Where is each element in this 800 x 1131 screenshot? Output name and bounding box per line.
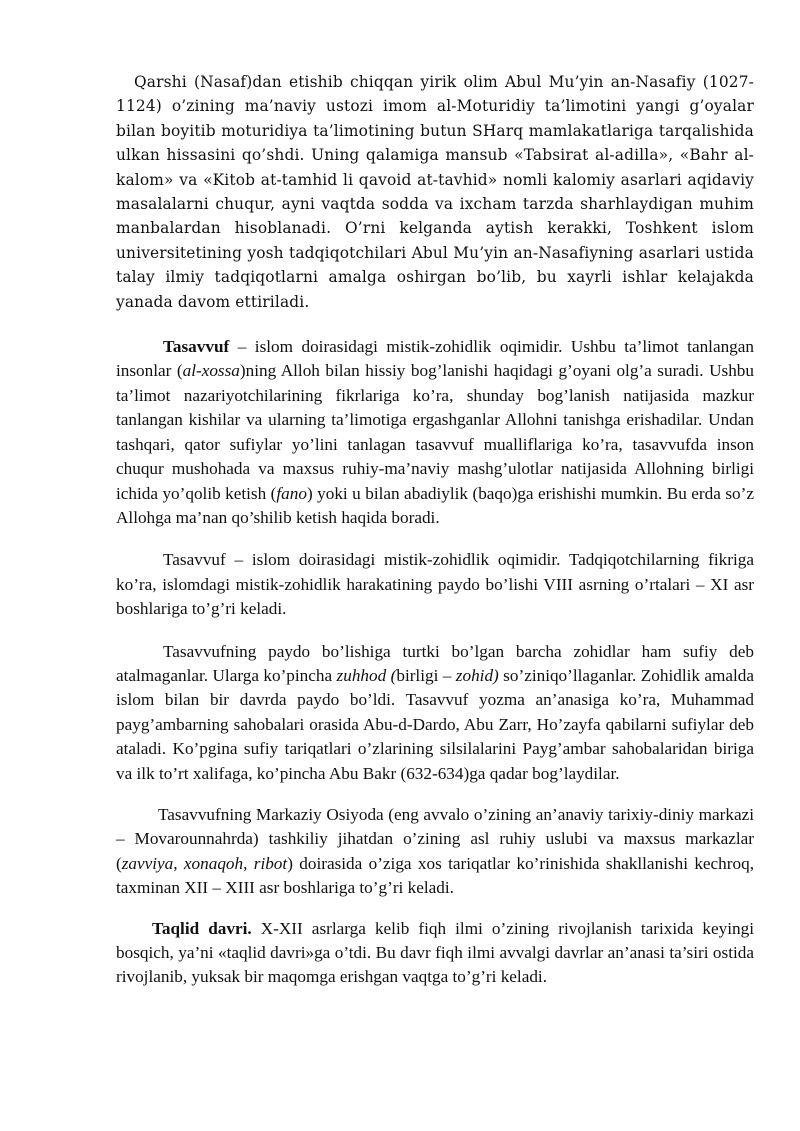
term-taqlid-davri: Taqlid davri. [152,918,252,938]
paragraph-text: – islom doirasidagi mistik-zohidlik oqimidir. Ushbu ta’limot tanlangan insonlar ( [116,337,754,381]
paragraph-text: Tasavvuf – islom doirasidagi mistik-zohidlik oqimidir. Tadqiqotchilarning fikriga ko’ra, islomdagi mistik-zohidlik harakatining paydo bo’lishi VIII asrning o’rtalari – XI asr boshlariga to’g’ri keladi. [116,550,754,619]
term-tasavvuf: Tasavvuf [163,337,230,357]
paragraph-zohidlar [116,640,754,786]
paragraph-tasavvuf-definition [116,335,754,530]
italic-term: zuhhod ( [336,665,397,685]
paragraph-markaziy-osiyo [116,803,754,901]
paragraph-text: X-XII asrlarga kelib fiqh ilmi o’zining rivojlanish tarixida keyingi bosqich, ya’ni «taqlid davri»ga o’tdi. Bu davr fiqh ilmi avvalgi davrlar an’anasi ta’siri ostida rivojlanib, yuksak bir maqomga erishgan vaqtga to’g’ri keladi. [116,918,754,987]
paragraph-text: ) doirasida o’ziga xos tariqatlar ko’rinishida shakllanishi kechroq, taxminan XII – XIII asr boshlariga to’g’ri keladi. [116,853,754,898]
paragraph-tasavvuf-origin [116,548,754,621]
italic-term: fano [276,483,307,503]
paragraph-text: Tasavvufning Markaziy Osiyoda (eng avvalo o’zining an’anaviy tarixiy-diniy markazi – Movarounnahrda) tashkiliy jihatdan o’zining asl ruhiy uslubi va maxsus markazlar ( [116,804,754,873]
paragraph-taqlid-davri [116,917,754,990]
paragraph-text: Tasavvufning paydo bo’lishiga turtki bo’lgan barcha zohidlar ham sufiy deb atalmaganlar. Ularga ko’pincha [116,641,754,685]
paragraph-text: )ning Alloh bilan hissiy bog’lanishi haqidagi g’oyani olg’a suradi. Ushbu ta’limot nazariyotchilarining fikrlariga ko’ra, shunday bog’lanish natijasida mazkur tanlangan kishilar va ularning ta’limotiga ergashganlar Allohni tanishga erishadilar. Undan tashqari, qator sufiylar yo’lini tanlagan tasavvuf mualliflariga ko’ra, tasavvufda inson chuqur mushohada va maxsus ruhiy-ma’naviy mashg’ulotlar natijasida Allohning birligi ichida yo’qolib ketish ( [116,361,754,503]
document-page [116,70,754,990]
italic-term: xonaqoh, ribot [183,853,288,873]
paragraph-nasafiy [116,70,754,314]
paragraph-text: , [173,853,184,873]
paragraph-text: so’ziniqo’llaganlar. Zohidlik amalda islom bilan bir davrda paydo bo’ldi. Tasavvuf yozma an’anasiga ko’ra, Muhammad payg’ambarning sahobalari orasida Abu-d-Dardo, Abu Zarr, Ho’zayfa qabilarni sufiylar deb ataladi. Ko’pgina sufiy tariqatlari o’zlarining silsilalarini Payg’ambar sahobalaridan biriga va ilk to’rt xalifaga, ko’pincha Abu Bakr (632-634)ga qadar bog’laydilar. [116,665,755,783]
italic-term: zavviya [121,853,174,873]
italic-term: al-xossa [182,361,240,381]
paragraph-text: birligi – [396,665,456,685]
paragraph-text: ) yoki u bilan abadiylik (baqo)ga erishishi mumkin. Bu erda so’z Allohga ma’nan qo’shilib ketish haqida boradi. [116,483,754,527]
paragraph-text: Qarshi (Nasaf)dan etishib chiqqan yirik olim Abul Mu’yin an-Nasafiy (1027-1124) o’zining ma’naviy ustozi imom al-Moturidiy ta’limotini yangi g’oyalar bilan boyitib moturidiya ta’limotining butun SHarq mamlakatlariga tarqalishida ulkan hissasini qo’shdi. Uning qalamiga mansub «Tabsirat al-adilla», «Bahr al-kalom» va «Kitob at-tamhid li qavoid at-tavhid» nomli kalomiy asarlari aqidaviy masalalarni chuqur, ayni vaqtda sodda va ixcham tarzda sharhlaydigan muhim manbalardan hisoblanadi. O’rni kelganda aytish kerakki, Toshkent islom universitetining yosh tadqiqotchilari Abul Mu’yin an-Nasafiyning asarlari ustida talay ilmiy tadqiqotlarni amalga oshirgan bo’lib, bu xayrli ishlar kelajakda yanada davom ettiriladi. [116,73,754,311]
italic-term: zohid) [455,665,499,685]
